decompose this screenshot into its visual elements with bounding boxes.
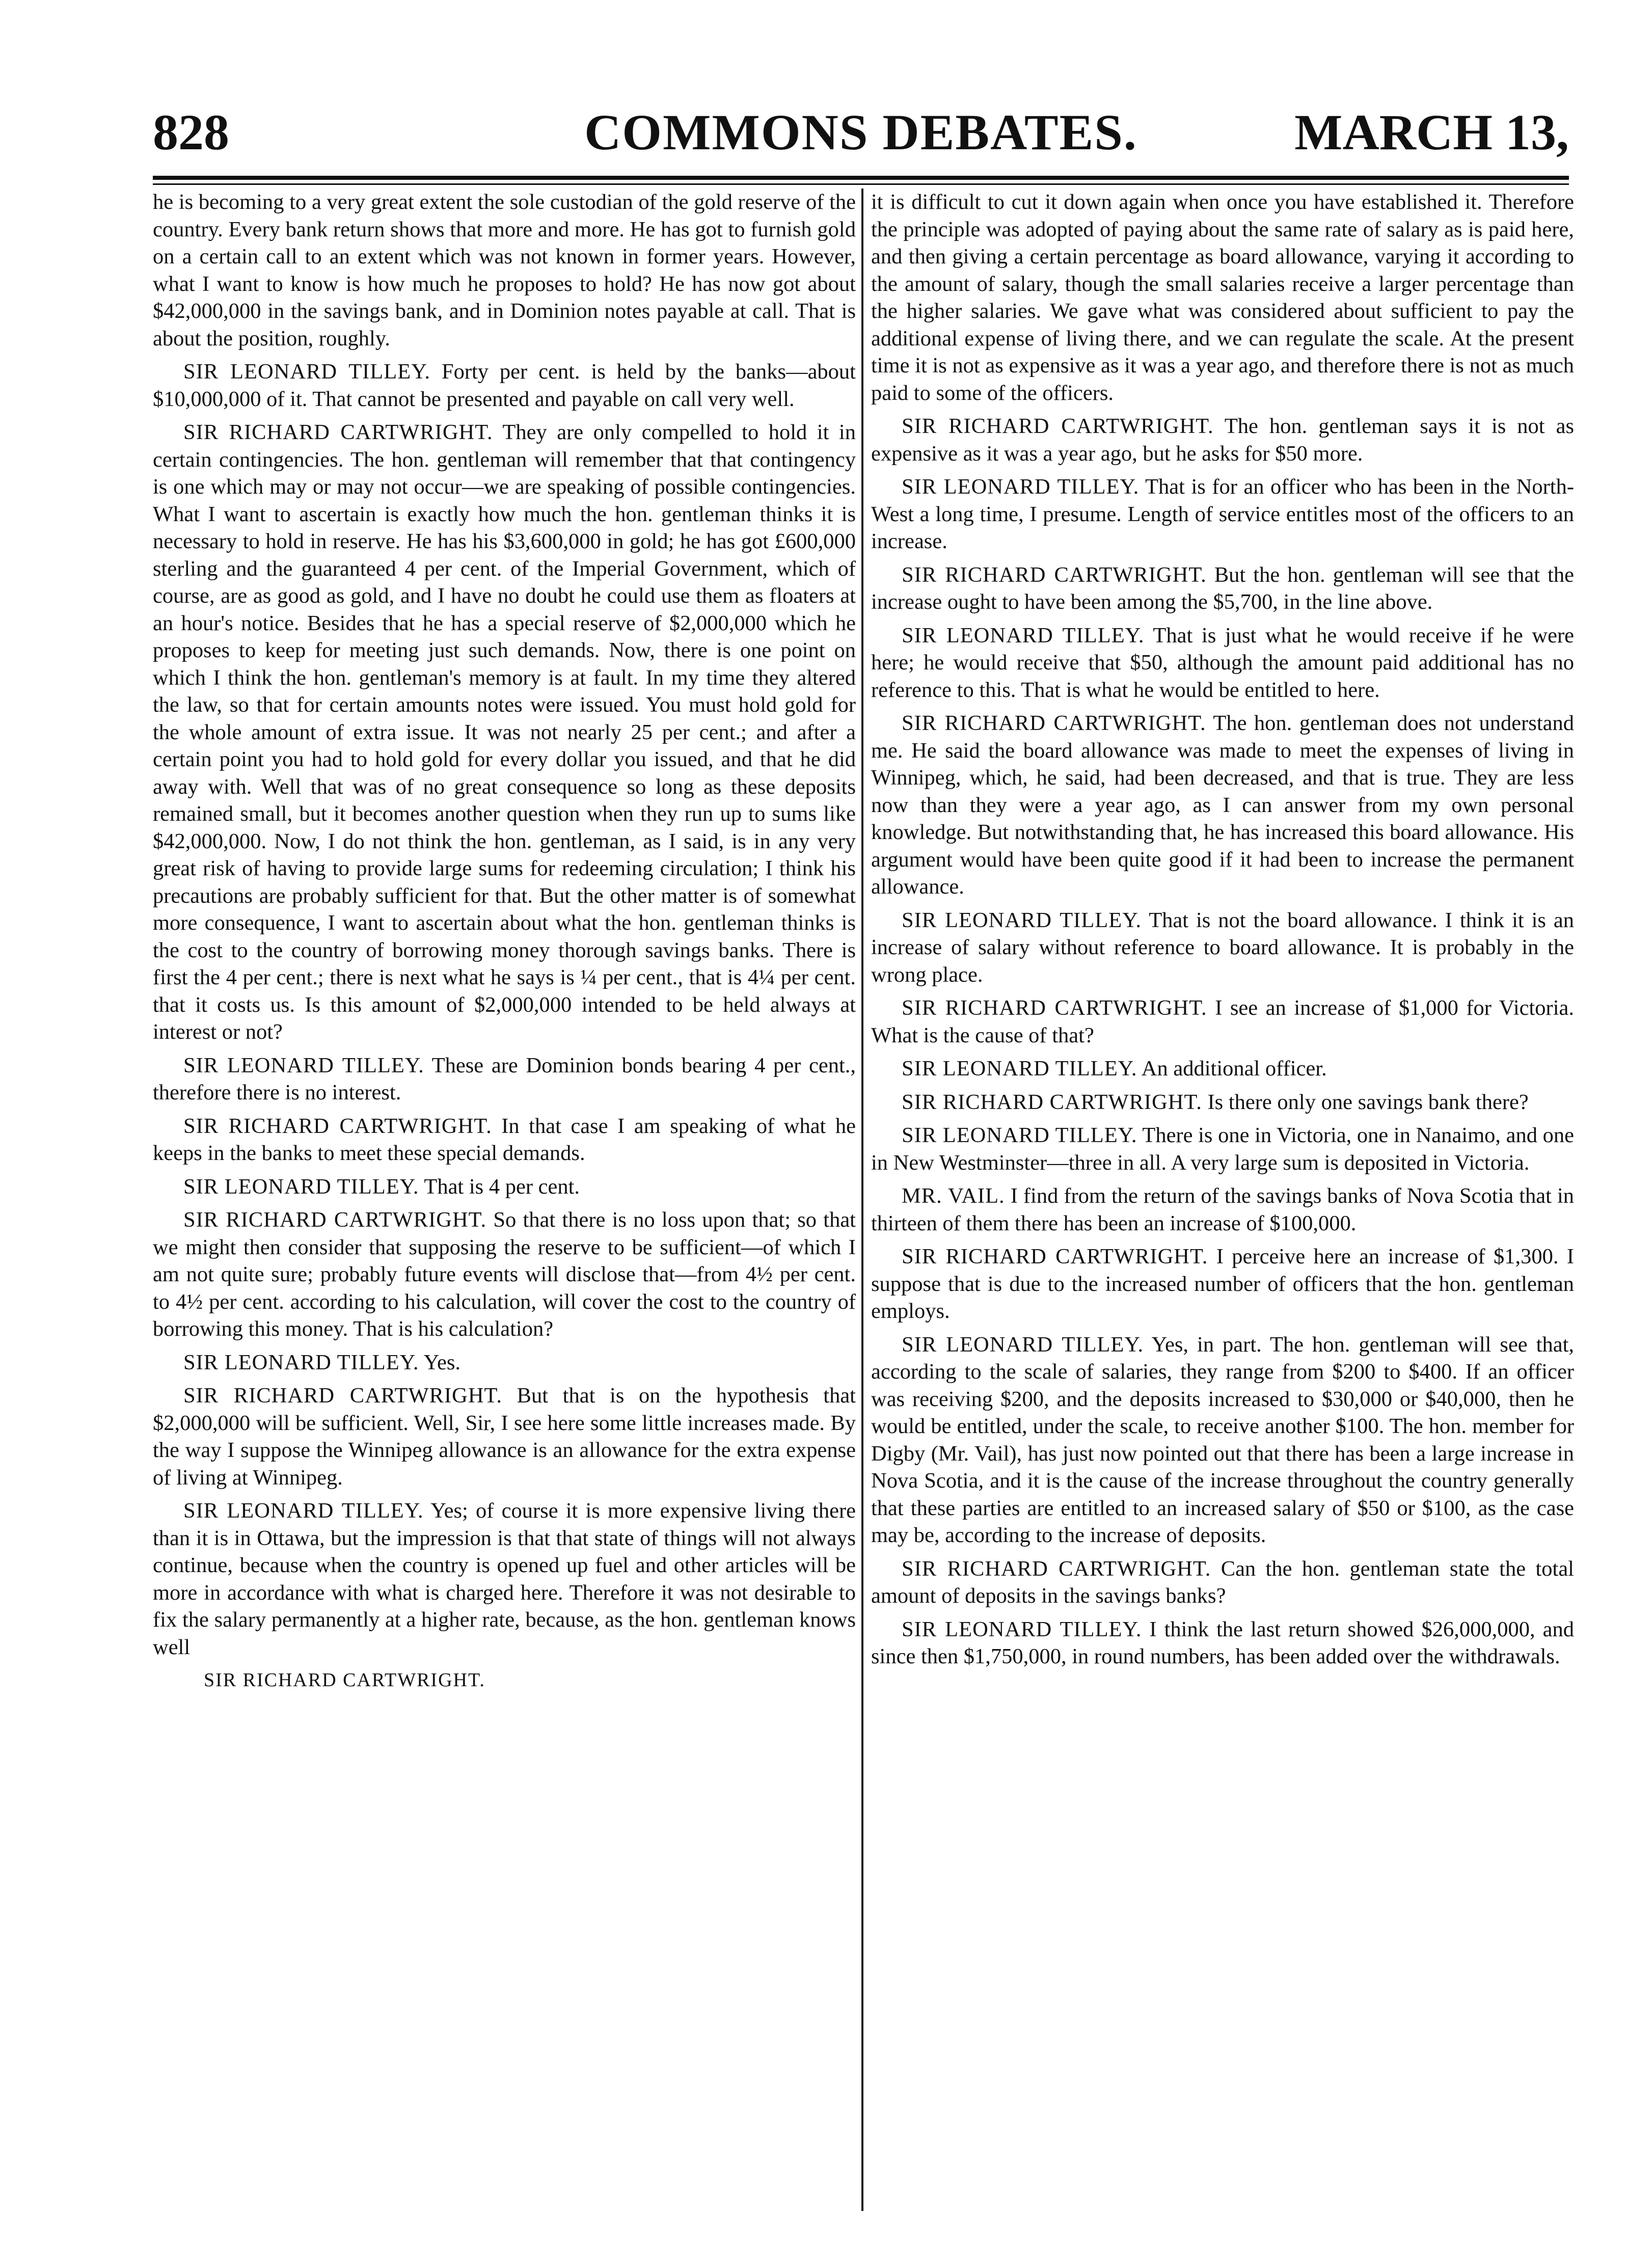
speech-paragraph <box>153 1173 856 1201</box>
speech-paragraph <box>871 994 1574 1049</box>
right-column <box>871 188 1574 1677</box>
speech-text: That is not the board allowance. I think it is an increase of salary without reference to board allowance. It is probably in the wrong place. <box>871 908 1574 987</box>
speech-paragraph <box>871 1616 1574 1670</box>
speaker-name: SIR RICHARD CARTWRIGHT. <box>183 1208 487 1232</box>
speech-paragraph <box>871 1182 1574 1237</box>
speaker-name: SIR RICHARD CARTWRIGHT. <box>902 562 1207 587</box>
speech-text: I think the last return showed $26,000,000, and since then $1,750,000, in round numbers, has been added over the withdrawals. <box>871 1617 1574 1668</box>
speech-paragraph <box>153 1206 856 1343</box>
speech-text: That is for an officer who has been in the North-West a long time, I presume. Length of service entitles most of the officers to an increase. <box>871 475 1575 553</box>
continued-paragraph <box>871 188 1574 407</box>
speaker-name: MR. VAIL. <box>902 1184 1005 1208</box>
speech-text: That is just what he would receive if he were here; he would receive that $50, although the amount paid additional has no reference to this. That is what he would be entitled to here. <box>871 623 1574 702</box>
speech-text: But the hon. gentleman will see that the increase ought to have been among the $5,700, in the line above. <box>871 562 1575 614</box>
continued-paragraph <box>153 188 856 352</box>
speaker-name: SIR RICHARD CARTWRIGHT. <box>902 414 1214 438</box>
speech-paragraph <box>153 1113 856 1167</box>
speaker-name: SIR RICHARD CARTWRIGHT. <box>183 1114 492 1138</box>
page-date: MARCH 13, <box>1294 104 1569 160</box>
speech-text: So that there is no loss upon that; so that we might then consider that supposing the reserve to be sufficient—of which I am not quite sure; probably future events will disclose that—from 4½ per cent. to 4½ per cent. according to his calculation, will cover the cost to the country of borrowing this money. That is his calculation? <box>153 1208 856 1341</box>
speech-paragraph <box>153 1349 856 1376</box>
speaker-name: SIR LEONARD TILLEY. <box>902 1057 1137 1081</box>
speech-text: In that case I am speaking of what he keeps in the banks to meet these special demands. <box>153 1114 856 1165</box>
speech-text: That is 4 per cent. <box>424 1174 580 1199</box>
left-column <box>153 188 856 1694</box>
speech-text: I see an increase of $1,000 for Victoria. What is the cause of that? <box>871 996 1575 1047</box>
speaker-name: SIR LEONARD TILLEY. <box>902 1123 1137 1147</box>
page-number: 828 <box>153 104 229 160</box>
speaker-name: SIR RICHARD CARTWRIGHT. <box>183 420 493 444</box>
speaker-name: SIR LEONARD TILLEY. <box>902 623 1145 647</box>
speaker-name: SIR LEONARD TILLEY. <box>183 1350 419 1374</box>
speaker-name: SIR RICHARD CARTWRIGHT. <box>902 1245 1208 1268</box>
speech-paragraph <box>153 1052 856 1106</box>
speaker-name: SIR LEONARD TILLEY. <box>902 908 1142 932</box>
speaker-name: SIR RICHARD CARTWRIGHT. <box>183 1384 502 1408</box>
speech-text: he is becoming to a very great extent the sole custodian of the gold reserve of the country. Every bank return shows that more and more. He has got to furnish gold on a certain call to an extent which was not known in former years. However, what I want to know is how much he proposes to hold? He has now got about $42,000,000 in the savings bank, and in Dominion notes payable at call. That is about the position, roughly. <box>153 190 856 350</box>
speech-text: Yes, in part. The hon. gentleman will see that, according to the scale of salaries, they range from $200 to $400. If an officer was receiving $200, and the deposits increased to $30,000 or $40,000, then he would be entitled, under the scale, to receive another $100. The hon. member for Digby (Mr. Vail), has just now pointed out that there has been a large increase in Nova Scotia, and it is the cause of the increase throughout the country generally that these parties are entitled to an increased salary of $50 or $100, as the case may be, according to the increase of deposits. <box>871 1332 1574 1547</box>
speaker-name: SIR RICHARD CARTWRIGHT. <box>902 996 1207 1020</box>
speech-text: I perceive here an increase of $1,300. I suppose that is due to the increased number of officers that the hon. gentleman employs. <box>871 1245 1574 1323</box>
speech-paragraph <box>153 1382 856 1491</box>
speech-text: Is there only one savings bank there? <box>1207 1090 1529 1114</box>
speech-paragraph <box>871 710 1574 901</box>
speech-paragraph <box>871 1089 1574 1116</box>
speech-paragraph <box>871 907 1574 989</box>
speech-text: I find from the return of the savings banks of Nova Scotia that in thirteen of them there has been an increase of $100,000. <box>871 1184 1575 1235</box>
column-divider <box>861 188 863 2211</box>
speech-paragraph <box>153 1497 856 1661</box>
catchword: SIR RICHARD CARTWRIGHT. <box>204 1669 485 1691</box>
speech-text: The hon. gentleman says it is not as expensive as it was a year ago, but he asks for $50 more. <box>871 414 1574 466</box>
speech-text: They are only compelled to hold it in certain contingencies. The hon. gentleman will remember that that contingency is one which may or may not occur—we are speaking of possible contingencies. What I want to ascertain is exactly how much the hon. gentleman thinks it is necessary to hold in reserve. He has his $3,600,000 in gold; he has got £600,000 sterling and the guaranteed 4 per cent. of the Imperial Government, which of course, are as good as gold, and I have no doubt he could use them as floaters at an hour's notice. Besides that he has a special reserve of $2,000,000 which he proposes to keep for meeting just such demands. Now, there is one point on which I think the hon. gentleman's memory is at fault. In my time they altered the law, so that for certain amounts notes were issued. You must hold gold for the whole amount of extra issue. It was not nearly 25 per cent.; and after a certain point you had to hold gold for every dollar you issued, and that he did away with. Well that was of no great consequence so long as these deposits remained small, but it becomes another question when they run up to sums like $42,000,000. Now, I do not think the hon. gentleman, as I said, is in any very great risk of having to provide large sums for redeeming circulation; I think his precautions are probably sufficient for that. But the other matter is of somewhat more consequence, I want to ascertain about what the hon. gentleman thinks is the cost to the country of borrowing money thorough savings banks. There is first the 4 per cent.; there is next what he says is ¼ per cent., that is 4¼ per cent. that it costs us. Is this amount of $2,000,000 intended to be held always at interest or not? <box>153 420 856 1044</box>
speech-paragraph <box>871 1122 1574 1176</box>
publication-title: COMMONS DEBATES. <box>584 104 1137 160</box>
speaker-name: SIR RICHARD CARTWRIGHT. <box>902 1090 1202 1114</box>
speech-paragraph <box>153 358 856 413</box>
speech-paragraph <box>871 1331 1574 1549</box>
speech-text: Forty per cent. is held by the banks—about $10,000,000 of it. That cannot be presented and payable on call very well. <box>153 360 856 411</box>
speech-text: The hon. gentleman does not understand me. He said the board allowance was made to meet the expenses of living in Winnipeg, which, he said, had been decreased, and that is true. They are less now than they were a year ago, as I can answer from my own personal knowledge. But notwithstanding that, he has increased this board allowance. His argument would have been quite good if it had been to increase the permanent allowance. <box>871 711 1574 899</box>
speaker-name: SIR RICHARD CARTWRIGHT. <box>902 711 1206 735</box>
header-rule-thin <box>153 183 1569 185</box>
speech-paragraph <box>871 413 1574 467</box>
speech-text: An additional officer. <box>1141 1057 1327 1081</box>
speaker-name: SIR LEONARD TILLEY. <box>183 1174 419 1199</box>
speech-paragraph <box>871 1555 1574 1610</box>
speech-paragraph <box>153 419 856 1046</box>
speech-text: But that is on the hypothesis that $2,000,000 will be sufficient. Well, Sir, I see here some little increases made. By the way I suppose the Winnipeg allowance is an allowance for the extra expense of living at Winnipeg. <box>153 1384 856 1490</box>
speech-paragraph <box>871 1055 1574 1083</box>
speech-text: Yes. <box>423 1350 461 1374</box>
speech-paragraph <box>871 473 1574 555</box>
speaker-name: SIR RICHARD CARTWRIGHT. <box>902 1556 1211 1581</box>
speech-paragraph <box>871 622 1574 704</box>
page-header <box>153 97 1569 168</box>
speaker-name: SIR LEONARD TILLEY. <box>183 1053 424 1077</box>
speaker-name: SIR LEONARD TILLEY. <box>183 1499 424 1523</box>
speaker-name: SIR LEONARD TILLEY. <box>902 1332 1144 1357</box>
speech-text: Yes; of course it is more expensive living there than it is in Ottawa, but the impression is that that state of things will not always continue, because when the country is opened up fuel and other articles will be more in accordance with what is charged here. Therefore it was not desirable to fix the salary permanently at a higher rate, because, as the hon. gentleman knows well <box>153 1499 856 1659</box>
header-rule <box>153 176 1569 180</box>
speech-text: it is difficult to cut it down again when once you have established it. Therefore the principle was adopted of paying about the same rate of salary as is paid here, and then giving a certain percentage as board allowance, varying it according to the amount of salary, though the small salaries receive a larger percentage than the higher salaries. We gave what was considered about sufficient to pay the additional expense of living there, and we can regulate the scale. At the present time it is not as expensive as it was a year ago, and therefore there is not as much paid to some of the officers. <box>871 190 1574 405</box>
speaker-name: SIR LEONARD TILLEY. <box>902 1617 1142 1641</box>
speech-text: Can the hon. gentleman state the total amount of deposits in the savings banks? <box>871 1556 1574 1608</box>
speaker-name: SIR LEONARD TILLEY. <box>183 360 431 384</box>
speech-paragraph <box>871 561 1574 616</box>
speech-paragraph <box>871 1243 1574 1325</box>
speaker-name: SIR LEONARD TILLEY. <box>902 475 1140 499</box>
speech-text: These are Dominion bonds bearing 4 per cent., therefore there is no interest. <box>153 1053 856 1104</box>
speech-text: There is one in Victoria, one in Nanaimo, and one in New Westminster—three in all. A very large sum is deposited in Victoria. <box>871 1123 1575 1175</box>
